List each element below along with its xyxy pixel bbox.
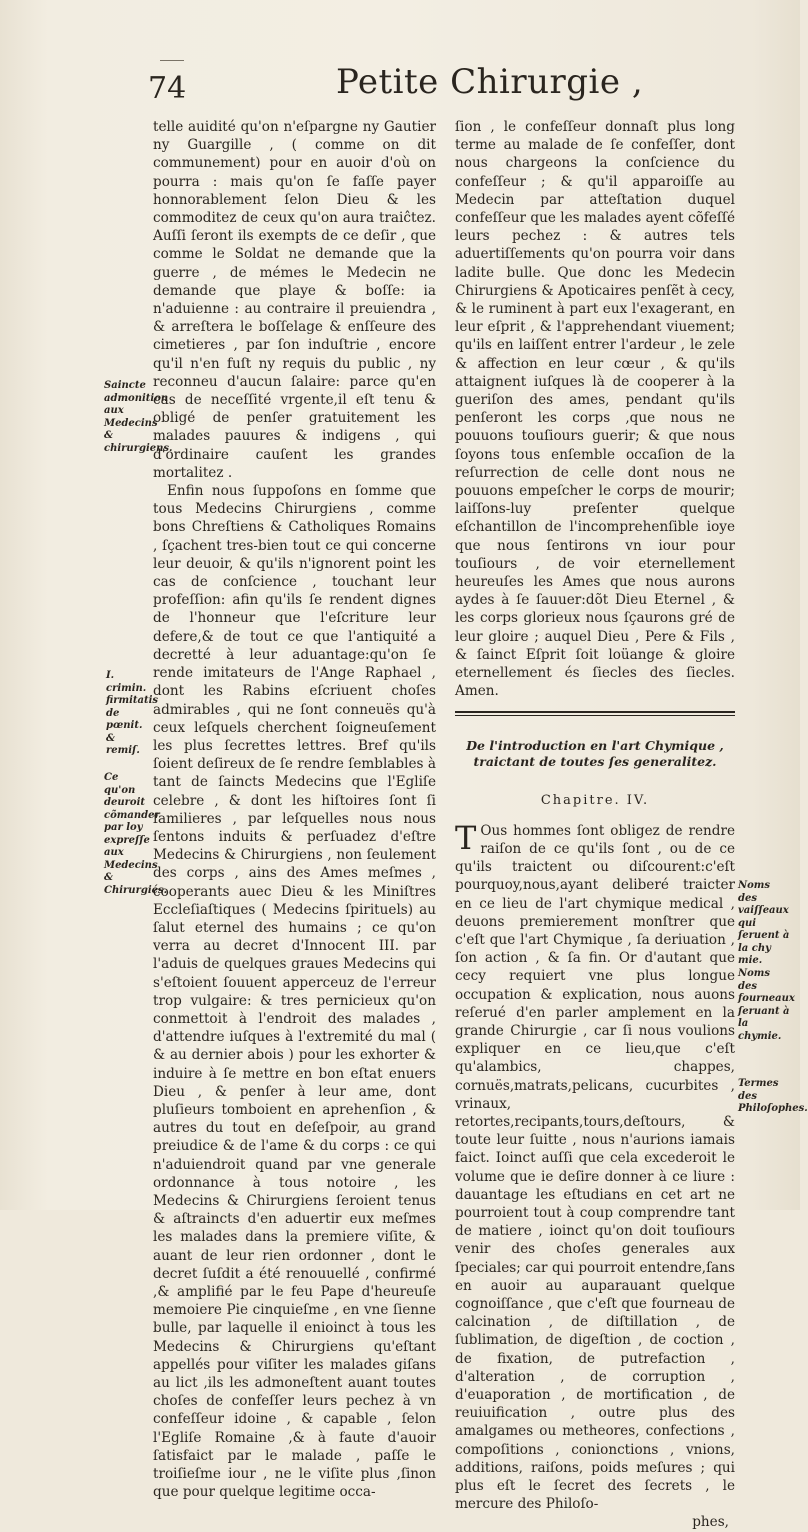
drop-cap: T bbox=[455, 818, 477, 857]
chapter-heading: De l'introduction en l'art Chymique , traictant de toutes ſes generalitez. bbox=[466, 737, 724, 769]
paragraph: ſion , le confeſſeur donnaſt plus long terme au malade de ſe confeſſer, dont nous chargeons la conſcience du confeſſeur ; & qu'il apparoiſſe au Medecin par atteſtation duquel confeſſeur que les malades ayent cõfeſſé leurs pechez : & autres tels aduertiſſements qu'on pourra voir dans ladite bulle. Que donc les Medecin Chirurgiens & Apoticaires penſẽt à cecy, & le ruminent à part eux l'exagerant, en leur eſprit , & l'apprehendant viuement; qu'ils en laiſſent entrer l'ardeur , le zele & affection en leur cœur , & qu'ils attaignent iuſques là de cooperer à la gueriſon des ames, pendant qu'ils penſeront les corps ,que nous ne pouuons touſiours guerir; & que nous ſoyons tous enſemble occaſion de la reſurrection de celle dont nous ne pouuons empeſcher le corps de mourir; laiſſons-luy preſenter quelque eſchantillon de l'incomprehenſible ioye que nous ſentirons vn iour pour touſiours , de voir eternellement heureuſes les Ames que nous aurons aydes à ſe ſauuer:dõt Dieu Eternel , & les corps glorieux nous ſçaurons gré de leur gloire ; auquel Dieu , Pere & Fils , & ſainct Eſprit ſoit loüange & gloire eternellement és ſiecles des ſiecles. Amen. bbox=[455, 119, 735, 700]
chapter-number: Chapitre. IV. bbox=[540, 792, 650, 808]
margin-note-right: Termes des Philoſophes. bbox=[738, 1078, 808, 1114]
right-column bbox=[455, 118, 735, 1532]
margin-note-left: Saincte admonition aux Medecins & chirurgiens. bbox=[104, 380, 173, 454]
page-header bbox=[0, 60, 800, 120]
margin-note-left: Ce qu'on deuroit cõmander par loy expreſſe aux Medecins & Chirurgiés. bbox=[104, 772, 168, 896]
margin-note-right: Noms des vaiſſeaux qui ſeruent à la chy mie. bbox=[738, 880, 790, 966]
paragraph: telle auidité qu'on n'eſpargne ny Gautier ny Guargille , ( comme on dit communement) pour en auoir d'où on pourra : mais qu'on ſe faſſe payer honnorablement ſelon Dieu & les commoditez de ceux qu'on aura traiĉtez. Auſſi ſeront ils exempts de ce deſir , que comme le Soldat ne demande que la guerre , de mémes le Medecin ne demande que playe & boſſe: ia n'aduienne : au contraire il preuiendra , & arreſtera le boſſelage & enſſeure des cimetieres , par ſon induſtrie , encore qu'il n'en fuſt ny requis du public , ny reconneu d'aucun ſalaire: parce qu'en cas de neceſſité vrgente,il eſt tenu & obligé de penſer gratuitement les malades pauures & indigens , qui d'ordinaire cauſent les grandes mortalitez . bbox=[153, 119, 436, 481]
margin-note-left: I. crimin. firmitatis de pœnit. & remiſ. bbox=[106, 670, 159, 756]
paragraph: Enfin nous ſuppoſons en ſomme que tous Medecins Chirurgiens , comme bons Chreſtiens & Catholiques Romains , ſçachent tres-bien tout ce qui concerne leur deuoir, & qu'ils n'ignorent point les cas de conſcience , touchant leur profeſſion: afin qu'ils ſe rendent dignes de l'honneur que l'eſcriture leur defere,& de tout ce que l'antiquité a decretté à leur aduantage:qu'on ſe rende imitateurs de l'Ange Raphael , dont les Rabins eſcriuent choſes admirables , qui ne ſont conneuës qu'à ceux leſquels cherchent ſoigneuſement les plus ſecrettes lettres. Bref qu'ils ſoient deſireux de ſe rendre ſemblables à tant de ſaincts Medecins que l'Egliſe celebre , & dont les hiſtoires ſont ſi familieres , par leſquelles nous nous ſentons induits & perſuadez d'eſtre Medecins & Chirurgiens , non ſeulement des corps , ains des Ames meſmes , cooperants auec Dieu & les Miniſtres Eccleſiaſtiques ( Medecins ſpirituels) au ſalut eternel des humains ; ce qu'on verra au decret d'Innocent III. par l'aduis de quelques graues Medecins qui s'eſtoient ſouuent apperceuz de l'erreur trop vulgaire: & tres pernicieux qu'on conmettoit à l'endroit des malades , d'attendre iuſques à l'extremité du mal ( & au dernier abois ) pour les exhorter & induire à ſe mettre en bon eſtat enuers Dieu , & penſer à leur ame, dont pluſieurs tomboient en aprehenſion , & autres du tout en deſeſpoir, au grand preiudice & de l'ame & du corps : ce qui n'aduiendroit quand par vne generale ordonnance à tous notoire , les Medecins & Chirurgiens ſeroient tenus & aſtraincts d'en aduertir eux meſmes les malades dans la premiere viſite, & auant de leur rien ordonner , dont le decret ſuſdit a été renouuellé , confirmé ,& amplifié par le feu Pape d'heureuſe memoiere Pie cinquieſme , en vne ſienne bulle, par laquelle il enioinct à tous les Medecins & Chirurgiens qu'eſtant appellés pour viſiter les malades giſans au lict ,ils les admoneſtent auant toutes choſes de confeſſer leurs pechez à vn confeſſeur idoine , & capable , ſelon l'Egliſe Romaine ,& à faute d'auoir ſatisfaict par le malade , paſſe le troiſieſme iour , ne le viſite plus ,ſinon que pour quelque legitime occa- bbox=[153, 483, 436, 1501]
running-title: Petite Chirurgie , bbox=[336, 62, 644, 102]
margin-note-right: Noms des fourneaux ſeruant à la chymie. bbox=[738, 968, 795, 1042]
left-column bbox=[153, 118, 436, 1501]
paragraph: Ous hommes ſont obligez de rendre raiſon de ce qu'ils ſont , ou de ce qu'ils traictent ou diſcourent:c'eſt pourquoy,nous,ayant deliberé traicter en ce lieu de l'art chymique medical , deuons premierement monſtrer que c'eſt que l'art Chymique , ſa deriuation , ſon action , & ſa fin. Or d'autant que cecy requiert vne plus longue occupation & explication, nous auons reſerué d'en parler amplement en la grande Chirurgie , car ſi nous voulions expliquer en ce lieu,que c'eſt qu'alambics, chappes, cornuës,matrats,pelicans, cucurbites , vrinaux, retortes,recipants,tours,deſtours, & toute leur ſuitte , nous n'aurions iamais faict. Ioinct auſſi que cela excederoit le volume que ie deſire donner à ce liure : dauantage les eſtudians en cet art ne pourroient tout à coup comprendre tant de matiere , ioinct qu'on doit touſiours venir des choſes generales aux ſpeciales; car qui pourroit entendre,ſans en auoir au auparauant quelque cognoiſſance , que c'eſt que fourneau de calcination , de diſtillation , de ſublimation, de digeſtion , de coction , de fixation, de putrefaction , d'alteration , de corruption , d'euaporation , de mortification , de reuiuification , outre plus des amalgames ou metheores, confections , compoſitions , conionctions , vnions, additions, raiſons, poids meſures ; qui plus eſt le ſecret des ſecrets , le mercure des Philoſo- bbox=[455, 822, 735, 1513]
page-number: 74 bbox=[148, 71, 187, 106]
catchword: phes, bbox=[692, 1514, 729, 1531]
divider-rule bbox=[455, 711, 735, 716]
